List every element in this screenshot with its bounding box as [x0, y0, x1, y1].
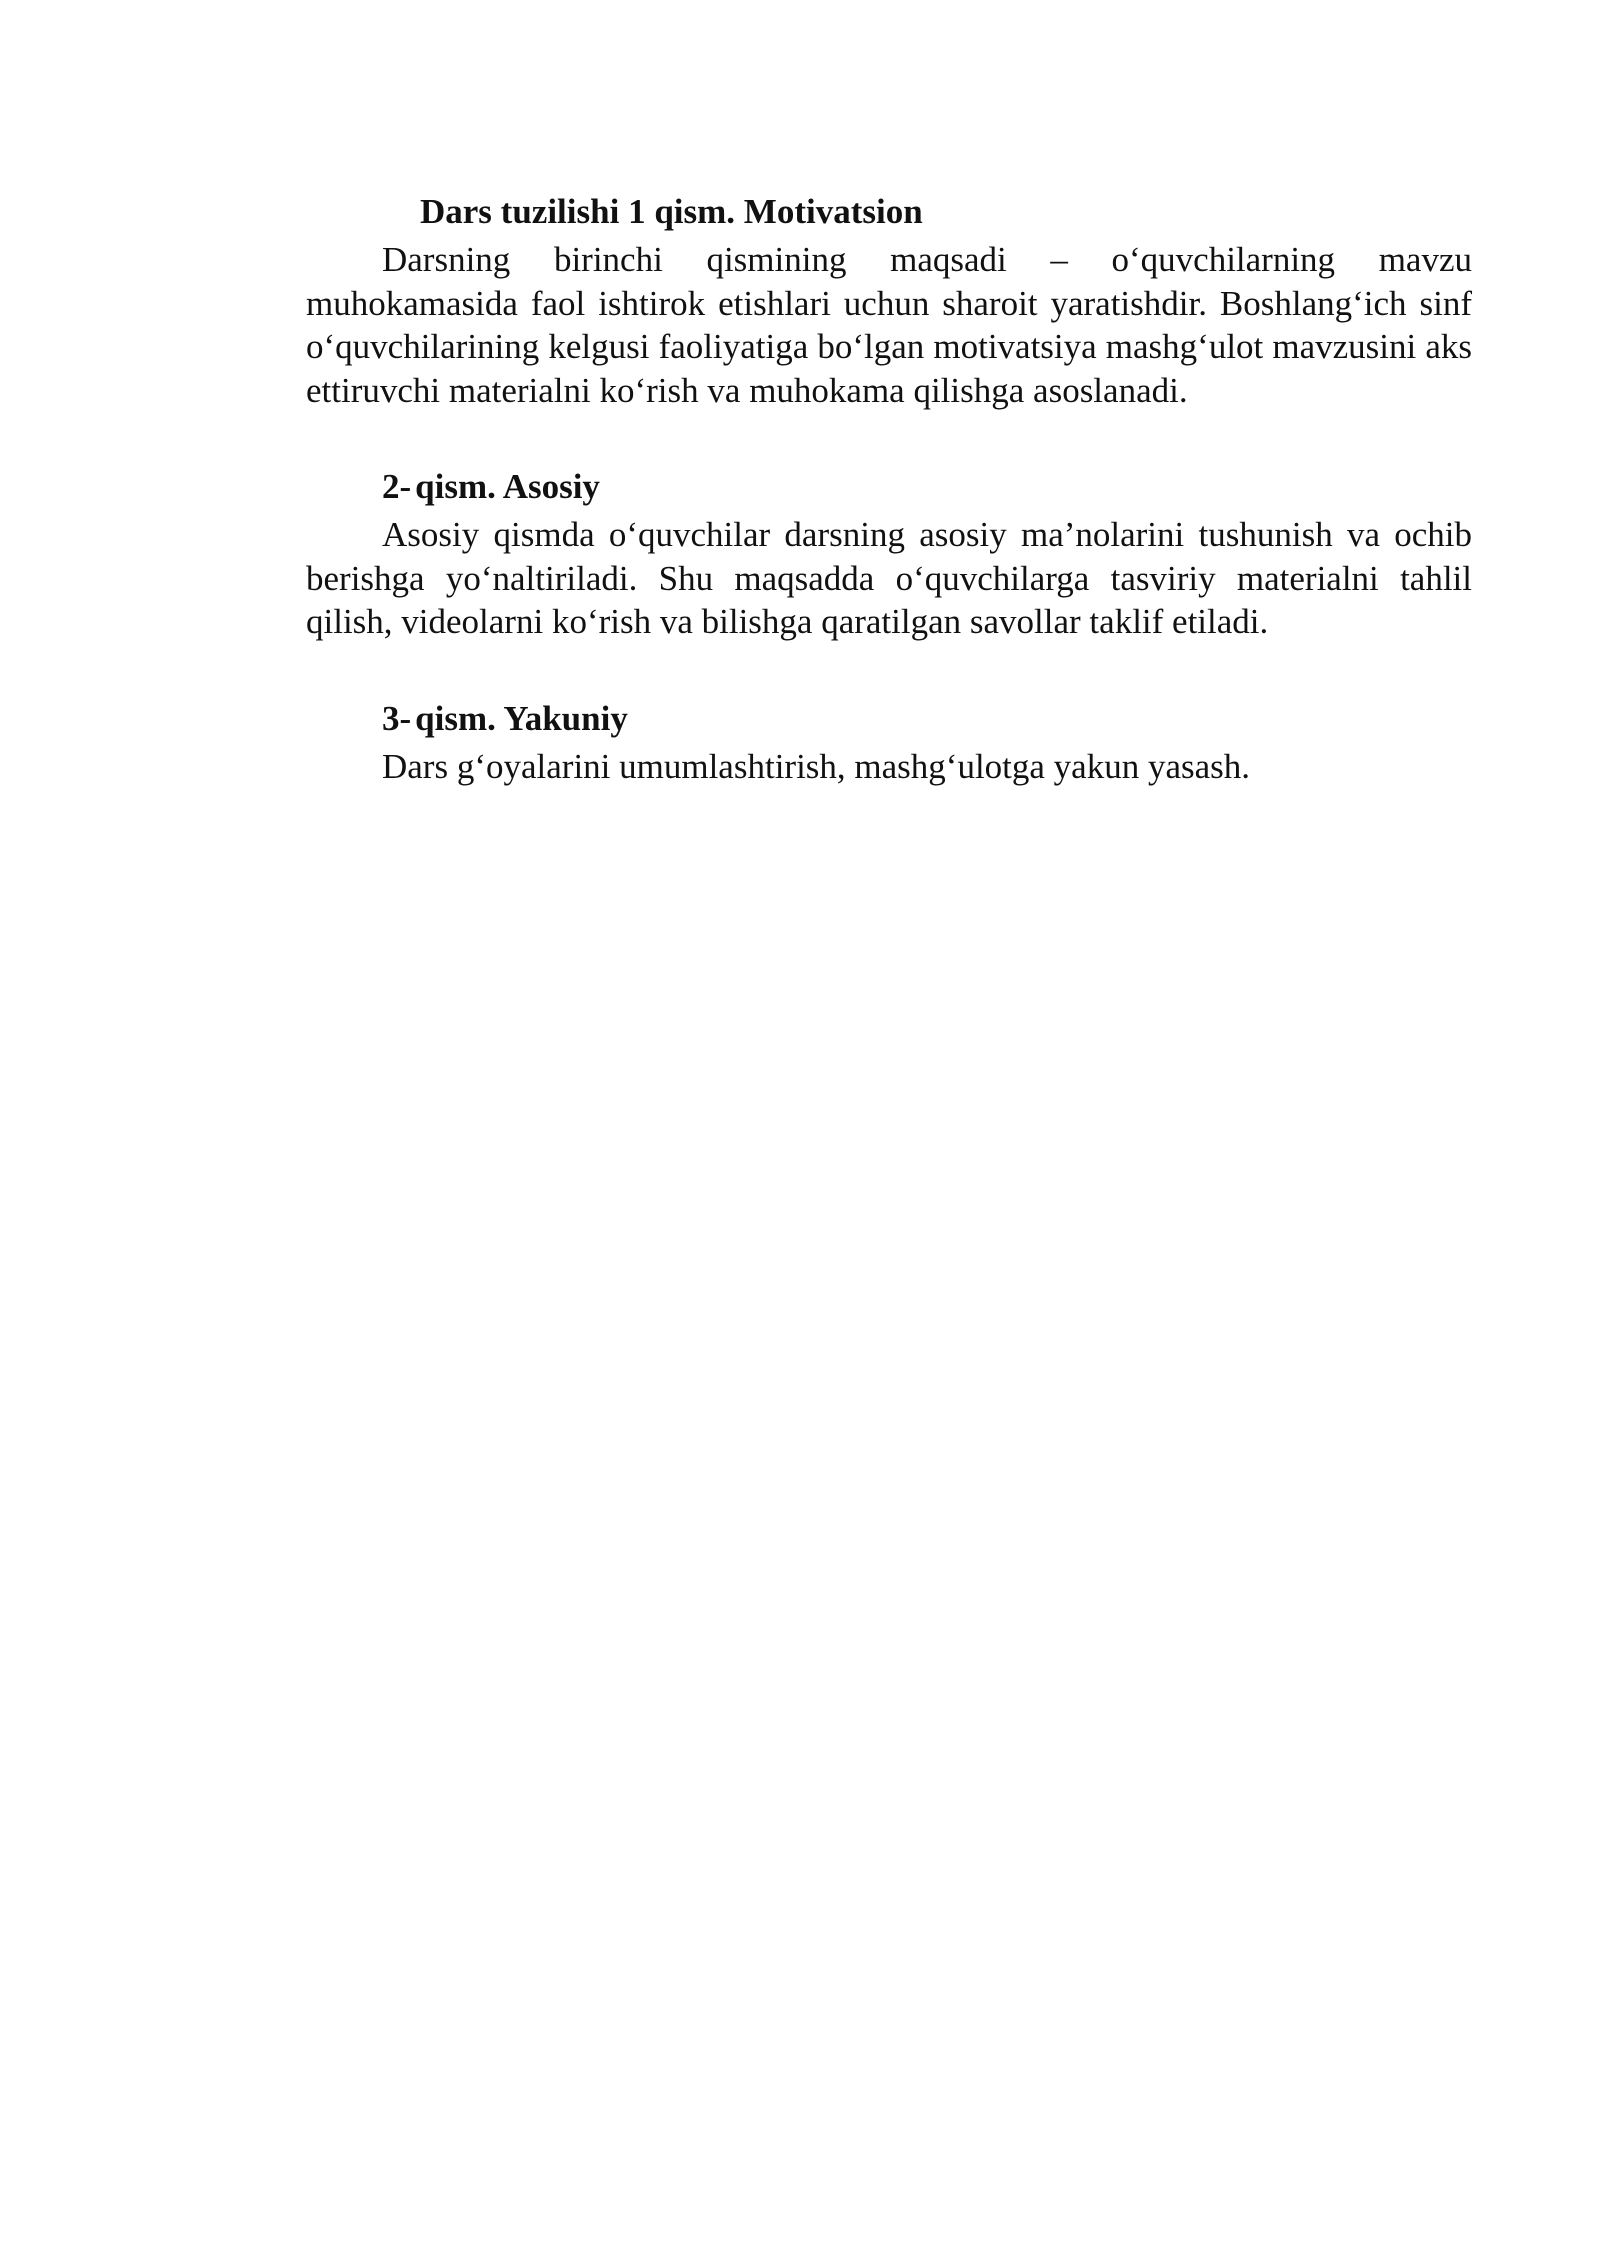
document-body	[306, 186, 1472, 788]
section-2-paragraph: Asosiy qismda o‘quvchilar darsning asosiy ma’nolarini tushunish va ochib berishga yo‘naltiriladi. Shu maqsadda o‘quvchilarga tasviriy materialni tahlil qilish, videolarni ko‘rish va bilishga qaratilgan savollar taklif etiladi.	[306, 515, 1472, 641]
section-1-heading: Dars tuzilishi 1 qism. Motivatsion	[420, 192, 923, 231]
spacer	[306, 644, 1472, 693]
section-1-paragraph: Darsning birinchi qismining maqsadi – o‘quvchilarning mavzu muhokamasida faol ishtirok etishlari uchun sharoit yaratishdir. Boshlang‘ich sinf o‘quvchilarining kelgusi faoliyatiga bo‘lgan motivatsiya mashg‘ulot mavzusini aks ettiruvchi materialni ko‘rish va muhokama qilishga asoslanadi.	[306, 240, 1472, 410]
section-2-title: qism. Asosiy	[415, 467, 600, 506]
section-3-heading	[306, 693, 1472, 745]
section-3-title: qism. Yakuniy	[415, 698, 628, 738]
section-2-heading	[306, 461, 1472, 513]
section-3-paragraph: Dars g‘oyalarini umumlashtirish, mashg‘ulotga yakun yasash.	[382, 746, 1251, 786]
section-3-number: 3-	[382, 698, 412, 738]
spacer	[306, 412, 1472, 461]
section-2-number: 2-	[382, 467, 412, 506]
